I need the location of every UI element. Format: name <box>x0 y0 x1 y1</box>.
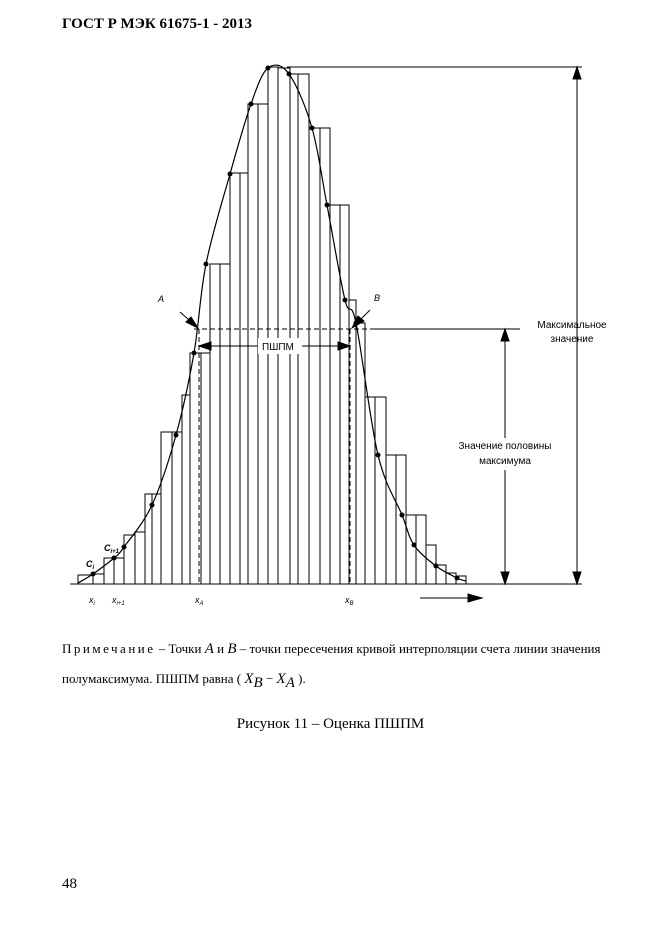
direction-arrow-head <box>468 594 482 602</box>
interpolation-curve <box>78 65 466 583</box>
max-value-label-line2: значение <box>550 334 594 345</box>
histogram-bar <box>240 173 248 584</box>
x-i-label: $x_i$ <box>89 595 95 607</box>
half-max-label-line2: максимума <box>479 456 531 467</box>
histogram-bar <box>406 515 416 584</box>
count-point <box>400 513 405 518</box>
count-points <box>91 66 460 581</box>
histogram-bar <box>201 353 210 584</box>
count-point <box>112 556 117 561</box>
histogram-bar <box>172 432 182 584</box>
max-arrow-head-bottom <box>573 572 581 584</box>
count-point <box>192 351 197 356</box>
count-point <box>91 572 96 577</box>
document-header: ГОСТ Р МЭК 61675-1 - 2013 <box>62 16 252 32</box>
count-point <box>310 126 315 131</box>
count-point <box>455 576 460 581</box>
count-point <box>150 503 155 508</box>
histogram-bar <box>182 395 190 584</box>
count-point <box>287 72 292 77</box>
count-point <box>434 564 439 569</box>
count-point <box>204 262 209 267</box>
x-a-label: $x_A$ <box>195 595 204 607</box>
count-point <box>354 321 359 326</box>
histogram-bar <box>152 494 161 584</box>
histogram-bar <box>340 205 349 584</box>
histogram-bar <box>396 455 406 584</box>
c-i-label: $C_i$ <box>86 559 95 571</box>
histogram-bar <box>375 397 386 584</box>
count-point <box>249 102 254 107</box>
histogram-bar <box>248 104 258 584</box>
x-b-label: $x_B$ <box>345 595 354 607</box>
figure-note: Примечание – Точки A и B – точки пересечения кривой интерполяции счета линии значения полумаксимума. ПШПМ равна ( $X_B - X_A$ ). <box>62 641 601 691</box>
x-i1-label: $x_{i+1}$ <box>112 595 125 607</box>
histogram-bar <box>135 532 145 584</box>
count-point <box>376 453 381 458</box>
histogram-bar <box>309 128 320 584</box>
axes <box>70 67 582 602</box>
max-value-label-line1: Максимальное <box>537 320 607 331</box>
histogram-bar <box>114 558 124 584</box>
point-a-label: A <box>158 294 165 304</box>
histogram-bar <box>330 205 340 584</box>
note-lead: Примечание <box>62 641 156 656</box>
count-point <box>228 172 233 177</box>
histogram-bar <box>210 264 220 584</box>
count-point <box>412 543 417 548</box>
figure-caption: Рисунок 11 – Оценка ПШПМ <box>236 716 425 732</box>
half-arrow-head-bottom <box>501 572 509 584</box>
c-i1-label: $C_{i+1}$ <box>104 543 120 555</box>
half-max-label-line1: Значение половины <box>458 441 552 452</box>
count-point <box>174 433 179 438</box>
histogram-bar <box>268 67 278 584</box>
histogram-bar <box>278 68 290 584</box>
count-point <box>266 66 271 71</box>
histogram-bar <box>356 323 365 584</box>
page-number: 48 <box>62 876 77 892</box>
count-point <box>343 298 348 303</box>
count-point <box>325 203 330 208</box>
half-arrow-head-top <box>501 329 509 341</box>
histogram-bar <box>365 397 375 584</box>
fwhm-label: ПШПМ <box>262 342 294 353</box>
point-b-label: B <box>374 293 381 303</box>
fwhm-arrow-right <box>338 342 350 350</box>
histogram-bar <box>124 535 135 584</box>
count-point <box>122 545 127 550</box>
fwhm-arrow-left <box>199 342 211 350</box>
histogram-bar <box>78 575 93 584</box>
histogram-bars <box>78 67 466 584</box>
max-arrow-head-top <box>573 67 581 79</box>
histogram-bar <box>220 264 230 584</box>
histogram-bar <box>386 455 396 584</box>
histogram-bar <box>230 173 240 584</box>
